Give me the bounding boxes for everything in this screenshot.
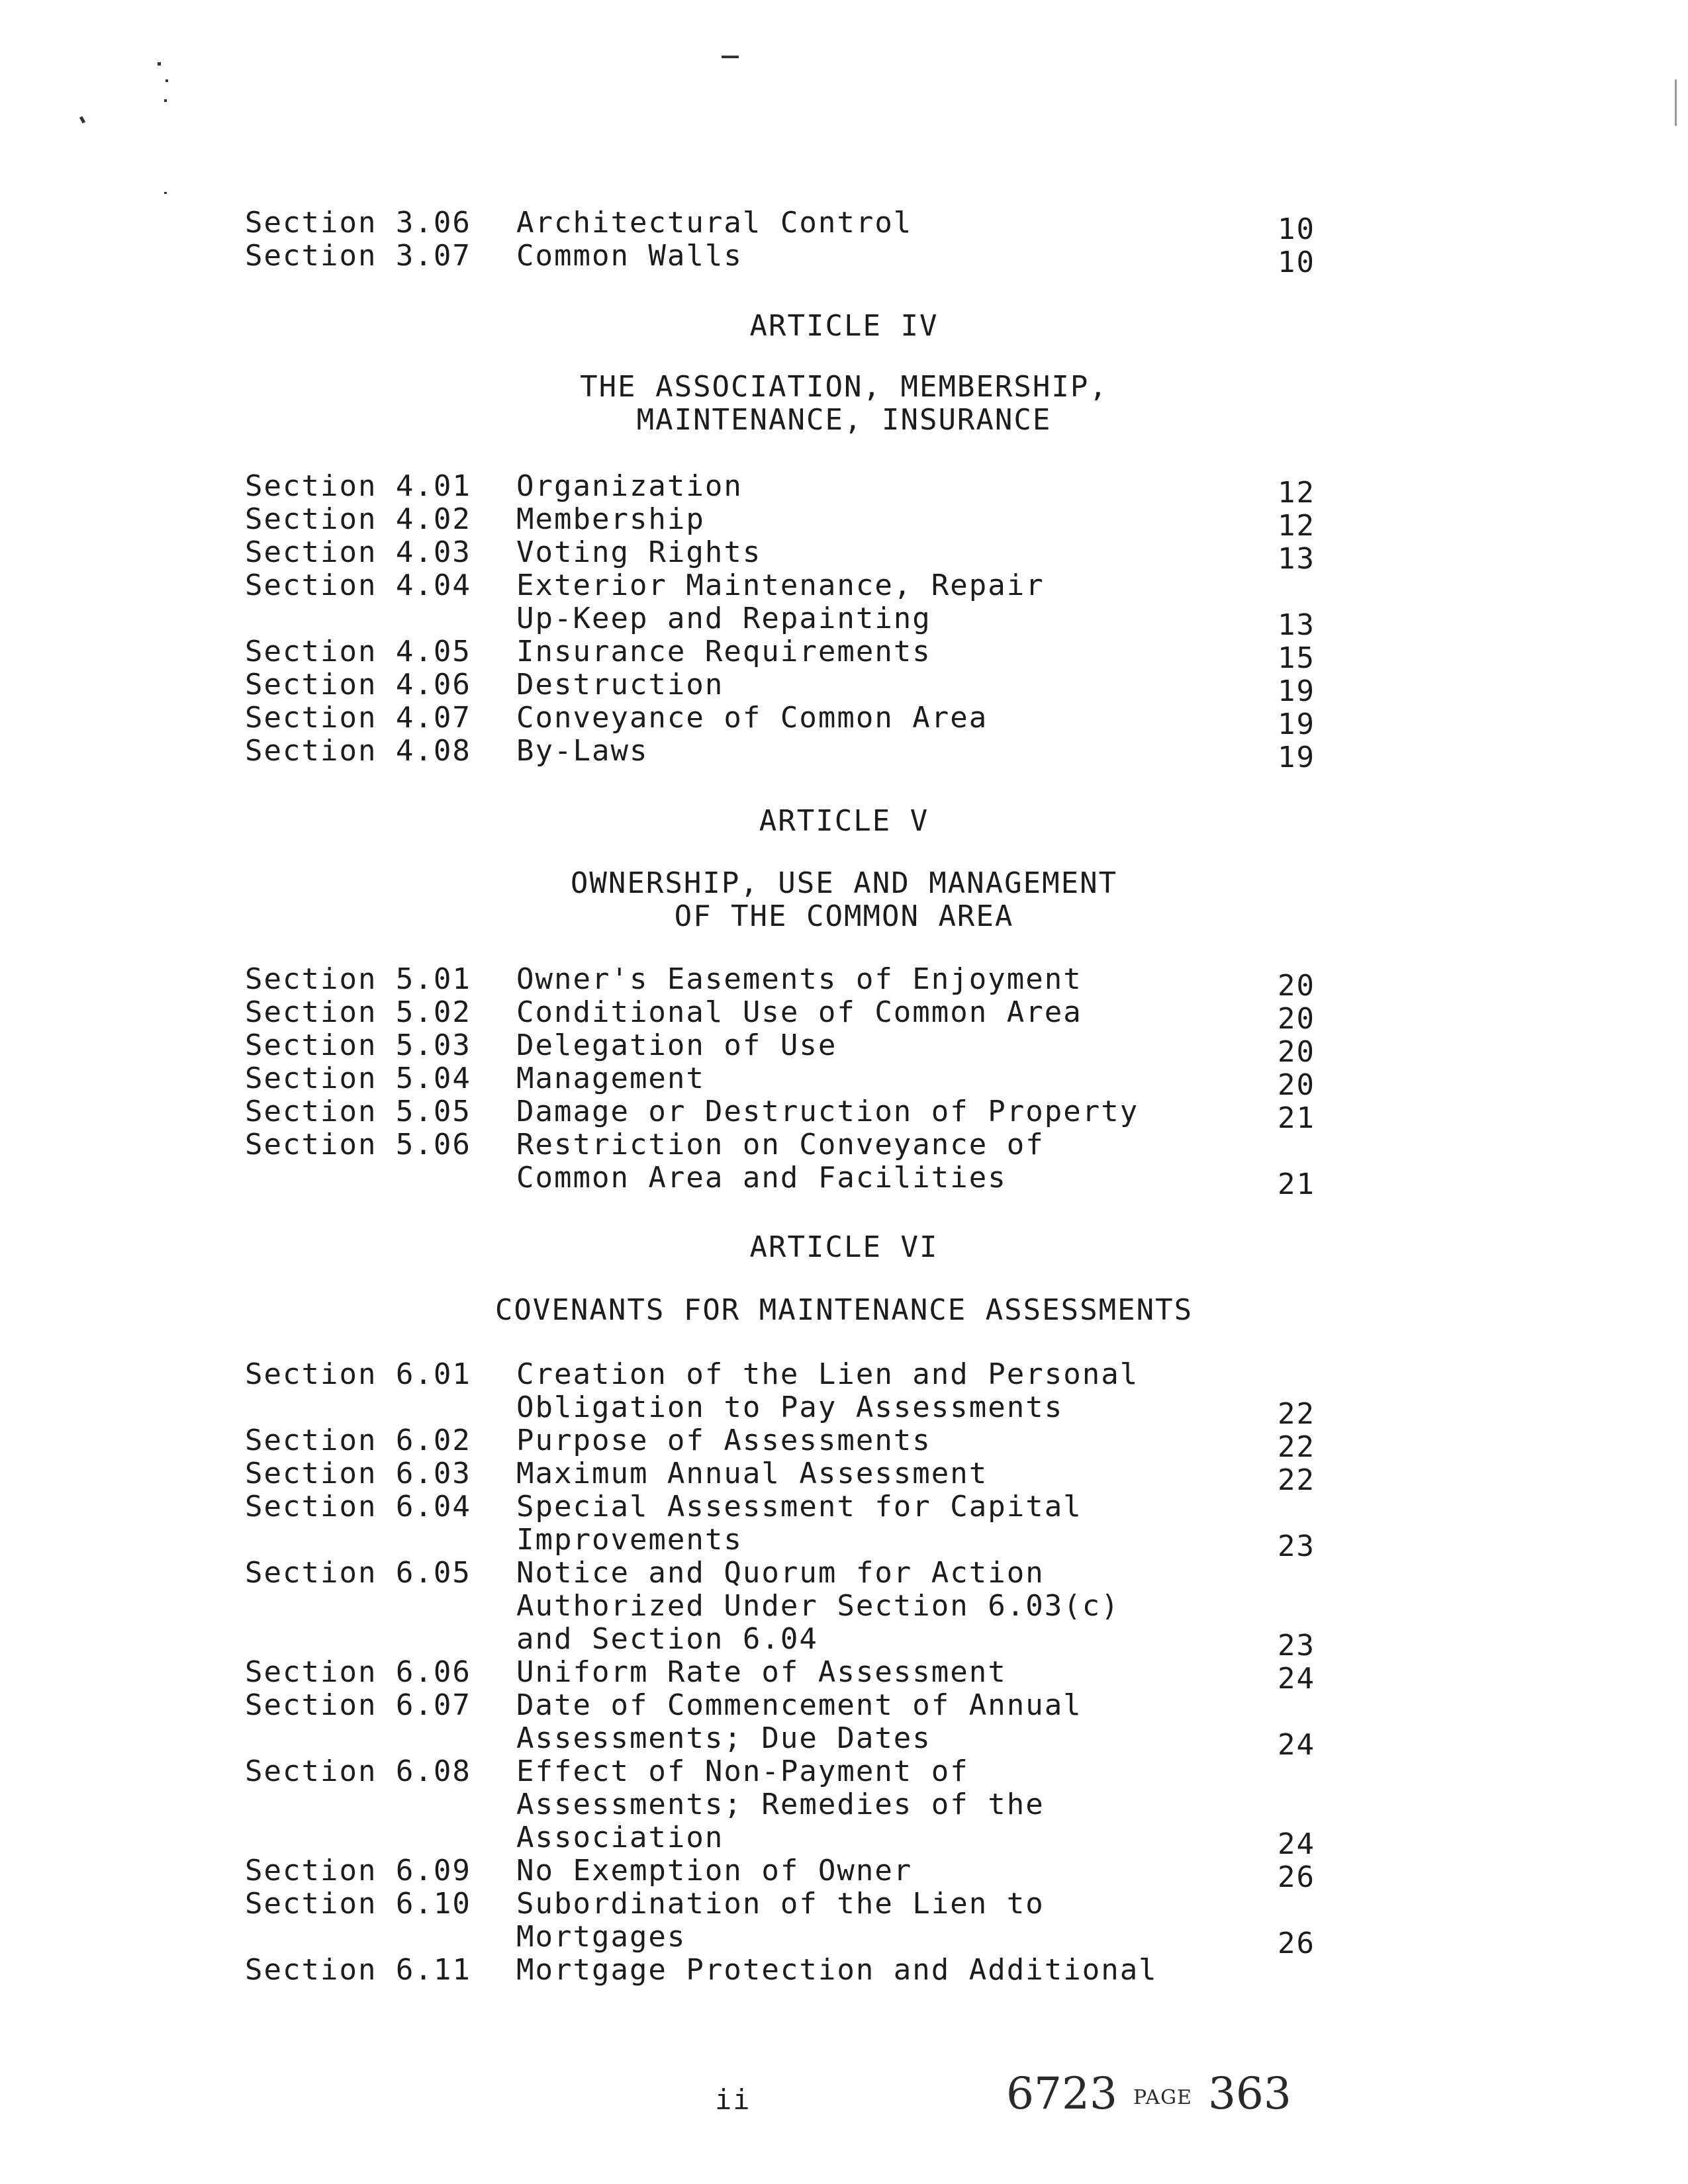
toc-entry	[245, 1095, 1337, 1135]
scan-mark	[164, 99, 167, 102]
section-title-line: Restriction on Conveyance of	[516, 1128, 1045, 1161]
page-number: 26	[1278, 1860, 1315, 1894]
section-title-line: Conveyance of Common Area	[516, 701, 988, 735]
section-title	[516, 702, 1205, 735]
toc-entry	[245, 635, 1337, 675]
section-title	[516, 536, 1205, 569]
section-title-line: Maximum Annual Assessment	[516, 1457, 988, 1490]
section-title	[516, 1954, 1205, 1987]
section-title	[516, 1029, 1205, 1062]
section-title-line: Effect of Non-Payment of	[516, 1754, 969, 1788]
stamp-book-number: 6723	[1006, 2068, 1117, 2119]
section-title	[516, 1656, 1205, 1689]
toc-entry	[245, 1688, 1337, 1762]
section-label: Section 4.03	[245, 535, 471, 569]
section-title-line: Conditional Use of Common Area	[516, 995, 1082, 1029]
section-label: Section 4.06	[245, 668, 471, 702]
section-label: Section 4.01	[245, 469, 471, 503]
article-title-line: OWNERSHIP, USE AND MANAGEMENT	[570, 866, 1118, 900]
section-title	[516, 1062, 1205, 1095]
page-number: 13	[1278, 542, 1315, 576]
section-title-line: Special Assessment for Capital	[516, 1490, 1082, 1524]
section-label: Section 5.03	[245, 1028, 471, 1062]
section-title	[516, 1888, 1205, 1954]
page-number: 12	[1278, 476, 1315, 510]
toc-entry	[245, 502, 1337, 543]
section-label: Section 6.02	[245, 1424, 471, 1457]
section-title-line: Insurance Requirements	[516, 635, 931, 668]
page-number-roman: ii	[715, 2083, 751, 2116]
section-label: Section 5.06	[245, 1128, 471, 1161]
section-title-line: Common Area and Facilities	[516, 1161, 1007, 1195]
toc-entry	[245, 1357, 1337, 1431]
section-title	[516, 1128, 1205, 1195]
page-number: 22	[1278, 1430, 1315, 1464]
page-number: 24	[1278, 1827, 1315, 1861]
section-title	[516, 635, 1205, 668]
section-title-line: Destruction	[516, 668, 724, 702]
scan-mark	[158, 62, 161, 66]
section-title	[516, 1854, 1205, 1888]
section-title-line: Owner's Easements of Enjoyment	[516, 962, 1082, 996]
toc-entry	[245, 668, 1337, 708]
section-title-line: Architectural Control	[516, 206, 913, 240]
page-number: 22	[1278, 1463, 1315, 1497]
section-title	[516, 1457, 1205, 1490]
page-number: 19	[1278, 707, 1315, 741]
page-number: 20	[1278, 1035, 1315, 1069]
section-title	[516, 1755, 1205, 1854]
page-number: 24	[1278, 1728, 1315, 1762]
section-title-line: Assessments; Due Dates	[516, 1721, 931, 1755]
page-number: 12	[1278, 509, 1315, 543]
page-number: 23	[1278, 1529, 1315, 1563]
toc-entry	[245, 1128, 1337, 1201]
page-number: 20	[1278, 1002, 1315, 1036]
section-label: Section 4.07	[245, 701, 471, 735]
section-title	[516, 1095, 1205, 1128]
section-title	[516, 503, 1205, 536]
article-heading: ARTICLE IV	[749, 309, 939, 343]
section-title	[516, 668, 1205, 702]
section-label: Section 6.01	[245, 1357, 471, 1391]
section-title	[516, 470, 1205, 503]
scan-mark	[164, 192, 167, 194]
section-title-line: Purpose of Assessments	[516, 1424, 931, 1457]
section-title	[516, 1424, 1205, 1457]
section-title	[516, 206, 1205, 240]
section-label: Section 5.05	[245, 1095, 471, 1128]
section-title-line: Uniform Rate of Assessment	[516, 1655, 1007, 1689]
section-title-line: Delegation of Use	[516, 1028, 837, 1062]
page-number: 10	[1278, 212, 1315, 246]
section-label: Section 3.06	[245, 206, 471, 240]
stamp-page-number: 363	[1207, 2068, 1291, 2119]
toc-entry	[245, 469, 1337, 510]
section-title	[516, 1557, 1205, 1656]
section-title-line: Membership	[516, 502, 705, 536]
section-label: Section 6.09	[245, 1854, 471, 1888]
toc-entry	[245, 1490, 1337, 1563]
section-title	[516, 240, 1205, 273]
section-title-line: Common Walls	[516, 239, 743, 273]
page-number: 20	[1278, 1068, 1315, 1102]
section-label: Section 5.02	[245, 995, 471, 1029]
article-heading: ARTICLE VI	[749, 1230, 939, 1264]
section-title-line: Association	[516, 1821, 724, 1854]
toc-entry	[245, 1062, 1337, 1102]
toc-entry	[245, 1457, 1337, 1497]
page-number: 21	[1278, 1167, 1315, 1201]
section-title-line: Mortgages	[516, 1920, 686, 1954]
toc-entry	[245, 1754, 1337, 1861]
section-title-line: Organization	[516, 469, 743, 503]
toc-entry	[245, 1887, 1337, 1960]
section-label: Section 6.03	[245, 1457, 471, 1490]
section-label: Section 6.07	[245, 1688, 471, 1722]
recording-stamp	[1006, 2068, 1291, 2119]
page-number: 19	[1278, 674, 1315, 708]
section-label: Section 6.05	[245, 1556, 471, 1590]
section-label: Section 6.08	[245, 1754, 471, 1788]
section-title-line: By-Laws	[516, 734, 649, 768]
page-number: 20	[1278, 969, 1315, 1003]
section-title-line: Voting Rights	[516, 535, 762, 569]
page-number: 21	[1278, 1101, 1315, 1135]
toc-entry	[245, 1028, 1337, 1069]
section-title-line: Mortgage Protection and Additional	[516, 1953, 1158, 1987]
section-label: Section 6.10	[245, 1887, 471, 1921]
section-label: Section 5.01	[245, 962, 471, 996]
toc-entry	[245, 569, 1337, 642]
section-title-line: Subordination of the Lien to	[516, 1887, 1045, 1921]
article-title-line: THE ASSOCIATION, MEMBERSHIP,	[580, 370, 1108, 404]
page-number: 26	[1278, 1927, 1315, 1960]
stamp-page-word: PAGE	[1133, 2085, 1192, 2109]
section-label: Section 4.05	[245, 635, 471, 668]
article-title-line: COVENANTS FOR MAINTENANCE ASSESSMENTS	[494, 1293, 1194, 1327]
toc-entry	[245, 1424, 1337, 1464]
section-title	[516, 1490, 1205, 1557]
section-title-line: Obligation to Pay Assessments	[516, 1390, 1064, 1424]
section-title-line: Creation of the Lien and Personal	[516, 1357, 1139, 1391]
section-title-line: Management	[516, 1062, 705, 1095]
toc-entry	[245, 962, 1337, 1003]
section-label: Section 6.11	[245, 1953, 471, 1987]
toc-entry	[245, 206, 1337, 246]
toc-entry	[245, 535, 1337, 576]
page-number: 15	[1278, 641, 1315, 675]
toc-entry	[245, 701, 1337, 741]
section-title	[516, 569, 1205, 635]
section-title-line: No Exemption of Owner	[516, 1854, 913, 1888]
toc-entry	[245, 1556, 1337, 1662]
page-number: 19	[1278, 741, 1315, 774]
section-label: Section 5.04	[245, 1062, 471, 1095]
toc-entry	[245, 1954, 1337, 1987]
section-label: Section 6.04	[245, 1490, 471, 1524]
page-number: 22	[1278, 1397, 1315, 1431]
article-title-line: MAINTENANCE, INSURANCE	[636, 403, 1052, 437]
section-title-line: Up-Keep and Repainting	[516, 602, 931, 635]
section-label: Section 4.08	[245, 734, 471, 768]
page-number: 23	[1278, 1629, 1315, 1662]
section-title	[516, 996, 1205, 1029]
section-title	[516, 1689, 1205, 1755]
section-label: Section 4.04	[245, 569, 471, 602]
article-heading: ARTICLE V	[759, 804, 929, 838]
section-title-line: and Section 6.04	[516, 1622, 818, 1656]
article-title-line: OF THE COMMON AREA	[674, 899, 1014, 933]
section-label: Section 3.07	[245, 239, 471, 273]
toc-entry	[245, 239, 1337, 279]
section-title-line: Assessments; Remedies of the	[516, 1788, 1045, 1821]
section-title-line: Improvements	[516, 1523, 743, 1557]
section-label: Section 4.02	[245, 502, 471, 536]
page-number: 13	[1278, 608, 1315, 642]
scan-mark	[1675, 79, 1677, 126]
section-title-line: Date of Commencement of Annual	[516, 1688, 1082, 1722]
section-label: Section 6.06	[245, 1655, 471, 1689]
scan-mark	[165, 79, 168, 82]
toc-entry	[245, 995, 1337, 1036]
section-title-line: Authorized Under Section 6.03(c)	[516, 1589, 1120, 1623]
section-title	[516, 735, 1205, 768]
section-title	[516, 963, 1205, 996]
toc-entry	[245, 1854, 1337, 1894]
page-number: 24	[1278, 1662, 1315, 1696]
page-number: 10	[1278, 246, 1315, 279]
section-title-line: Exterior Maintenance, Repair	[516, 569, 1045, 602]
toc-entry	[245, 1655, 1337, 1696]
section-title-line: Damage or Destruction of Property	[516, 1095, 1139, 1128]
toc-entry	[245, 734, 1337, 774]
section-title-line: Notice and Quorum for Action	[516, 1556, 1045, 1590]
section-title	[516, 1358, 1205, 1424]
scan-mark	[722, 56, 739, 58]
